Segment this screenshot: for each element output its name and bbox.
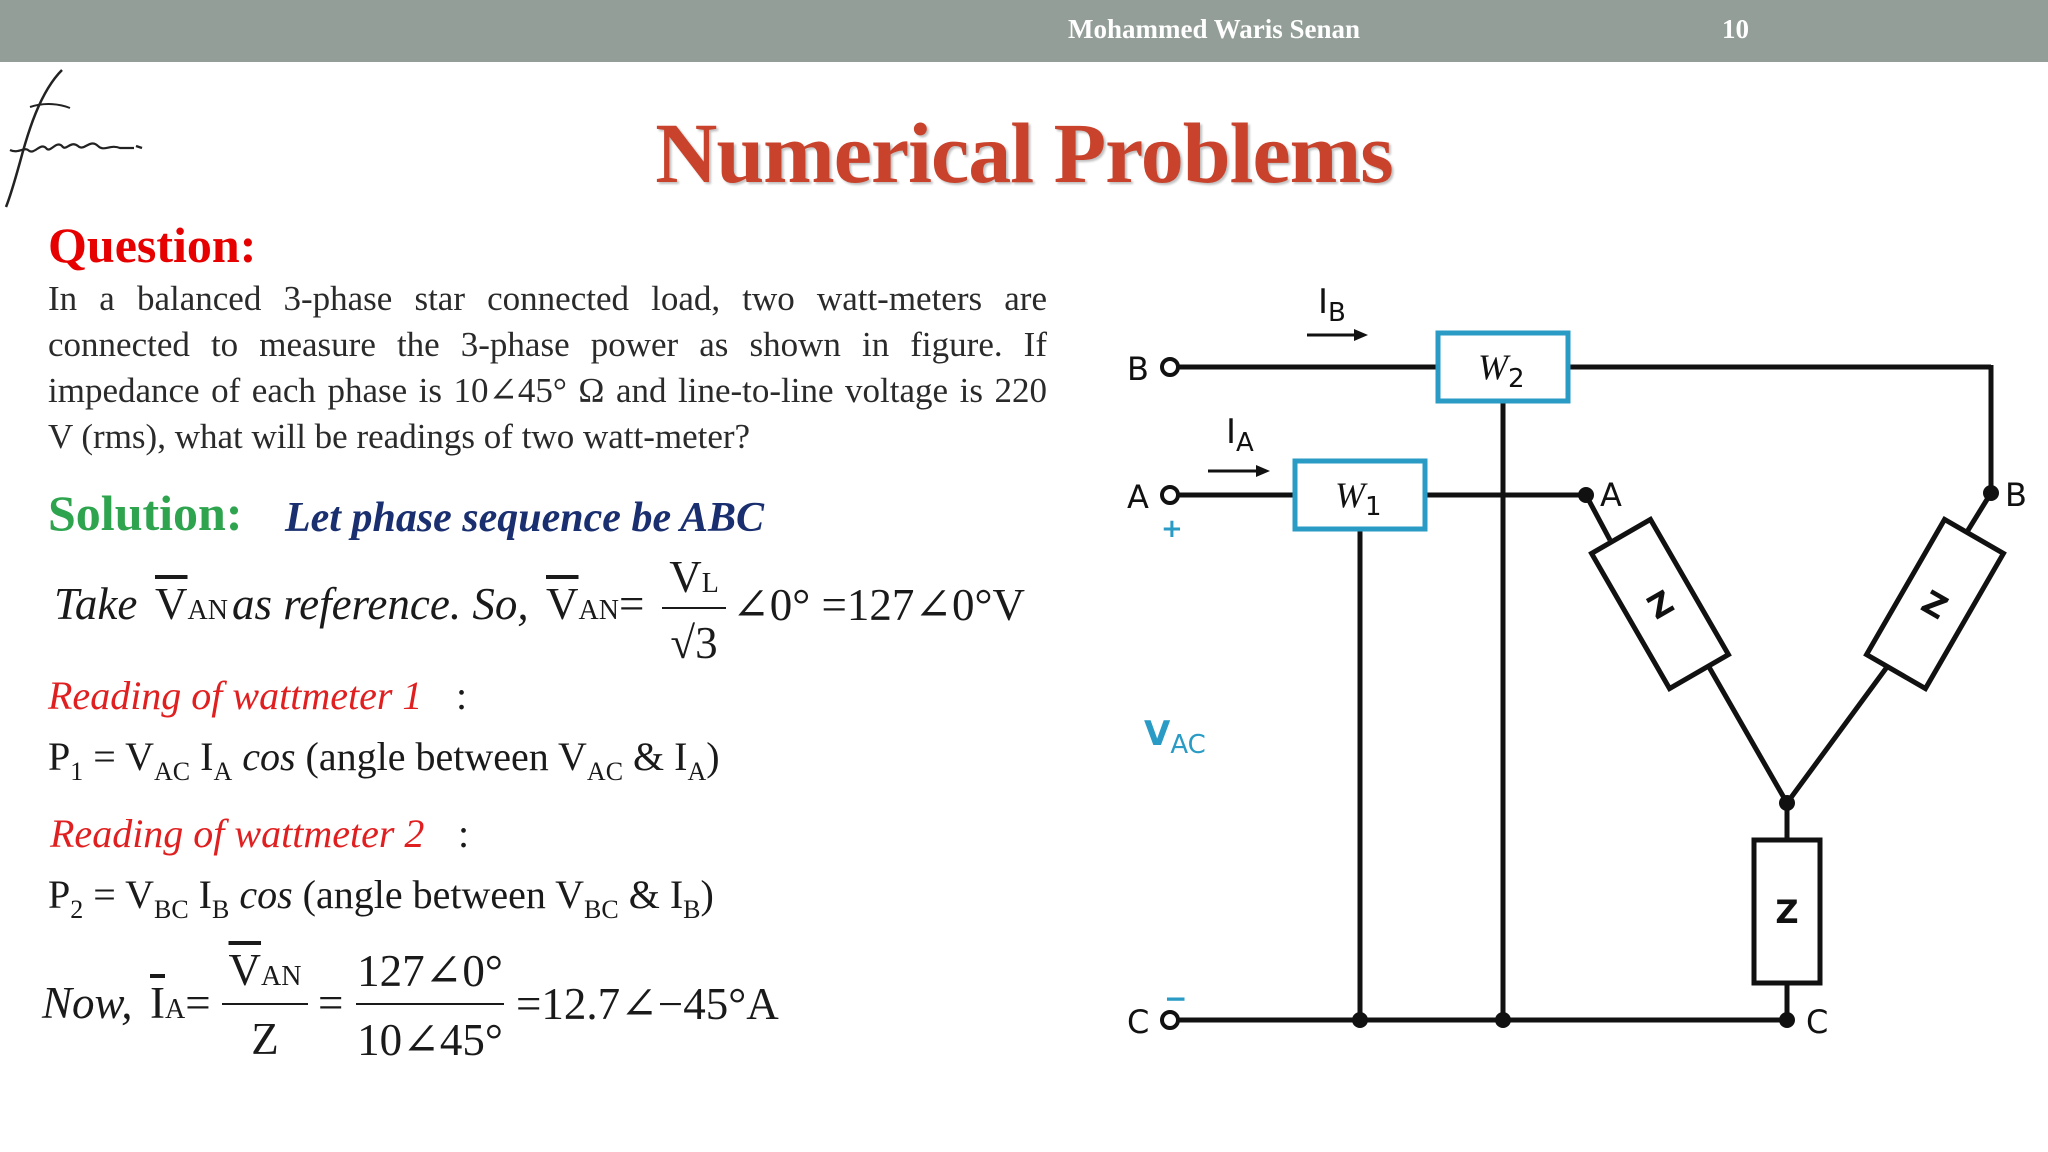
and-ib: & I [618,872,684,917]
page-number: 10 [1722,14,1749,44]
ia-symbol: I [1226,412,1237,452]
current-ib-label [1318,282,1346,328]
p2-symbol: P [48,872,71,917]
van-symbol: $\overline{V}$ [155,579,188,629]
header-bar [0,0,2048,62]
node-b-dot [1983,485,1999,501]
node-b-label: B [2005,476,2027,514]
junction-dot [1495,1012,1511,1028]
equation-van-1 [155,578,228,630]
ia-phasor: $\overline{I}$ [150,978,165,1028]
fraction-bar [222,1003,308,1005]
and-ia: & I [623,734,688,779]
terminal-a-label: A [1127,478,1149,516]
node-a-label: A [1600,476,1622,514]
w2-symbol: W [1478,347,1508,387]
impedance-label: Z [1640,582,1681,628]
fraction-127-numerator: 127∠0° [357,946,503,996]
vbc-subscript: BC [153,895,189,924]
vl-subscript: L [701,568,719,599]
ia-subscript: A [165,994,186,1025]
wattmeter1-heading: Reading of wattmeter 1 [48,673,423,718]
impedance-c [1754,840,1820,983]
phase-sequence-note: Let phase sequence be ABC [285,495,765,541]
equation-current-result: =12.7∠−45°A [516,979,779,1029]
wattmeter-w2 [1438,333,1568,401]
impedance-label: Z [1775,893,1799,931]
junction-dot [1352,1012,1368,1028]
vbc-symbol: = V [83,872,154,917]
equation-take [54,578,137,630]
equation-ia [150,977,211,1029]
vbc-subscript-2: BC [584,895,619,924]
equation-now: Now, [42,978,133,1028]
angle-between-text: (angle between V [295,734,587,779]
ib-symbol: I [1318,282,1329,322]
p1-symbol: P [48,734,71,779]
author-name: Mohammed Waris Senan [1068,14,1361,44]
w1-subscript: 1 [1365,492,1382,522]
ia-subscript-2: A [687,757,707,786]
ia-subscript: A [1236,428,1254,458]
van-symbol: $\overline{V}$ [546,579,579,629]
impedance-b [1867,519,2004,688]
node-c-label: C [1806,1003,1829,1041]
as-reference-text: as reference. So, [232,579,529,629]
equation-reference-result: ∠0° =127∠0°V [732,580,1026,630]
vac-subscript: AC [1170,730,1206,760]
question-label: Question: [48,217,257,273]
ib-subscript: B [212,895,230,924]
arm-a-bottom [1709,667,1787,803]
w2-subscript: 2 [1508,364,1525,394]
vl-symbol: V [669,552,702,602]
cos-word: cos [232,734,296,779]
fraction-bar [662,607,726,609]
fraction-vl-numerator [662,551,726,603]
p1-subscript: 1 [70,757,84,786]
ia-symbol: I [190,734,214,779]
van-subscript: AN [187,595,228,626]
minus-sign: − [1164,982,1188,1015]
arrow-ib [1307,329,1368,341]
wattmeter2-equation [48,871,714,925]
terminal-a-circle [1162,487,1178,503]
vac-label [1144,714,1206,760]
ib-subscript: B [1328,298,1346,328]
vac-symbol: V [1144,714,1171,754]
ia-subscript: A [213,757,233,786]
ib-subscript-2: B [683,895,701,924]
fraction-root3-denominator: √3 [670,618,718,668]
angle-between-text: (angle between V [292,872,585,917]
w1-symbol: W [1335,475,1365,515]
equation-as-reference [232,578,529,630]
wattmeter1-colon: : [456,673,468,718]
close-paren: ) [700,872,714,917]
p2-subscript: 2 [70,895,84,924]
equals-sign-2: = [318,978,344,1028]
terminal-c-label: C [1127,1003,1150,1041]
equation-van-2 [546,578,644,630]
wattmeter2-heading: Reading of wattmeter 2 [50,811,425,856]
impedance-a [1592,519,1729,688]
vac-symbol: = V [83,734,154,779]
equals-sign: = [618,579,645,629]
arrow-ia [1208,465,1270,477]
page-title: Numerical Problems [655,105,1393,201]
arm-b-bottom [1787,667,1887,803]
terminal-b-label: B [1127,350,1149,388]
close-paren: ) [706,734,720,779]
fraction-bar [356,1003,504,1005]
take-word: Take [54,579,138,629]
fraction-10-denominator: 10∠45° [357,1015,503,1065]
solution-label: Solution: [48,485,243,541]
equals-sign: = [185,978,211,1028]
circuit-diagram [1100,255,2040,1085]
wattmeter-w1 [1295,461,1425,529]
plus-sign: + [1161,514,1183,544]
van-subscript: AN [261,961,302,992]
ib-symbol: I [188,872,212,917]
fraction-van-numerator [222,944,308,996]
cos-word: cos [229,872,293,917]
fraction-z-denominator: Z [251,1014,279,1064]
question-text: In a balanced 3-phase star connected load, two watt-meters are connected to measure the 3-phase power as shown in figure. If impedance of each phase is 10∠45° Ω and line-to-line voltage is 220 V (rms), what will be readings of two watt-meter? [48,279,1047,456]
van-subscript: AN [578,595,619,626]
terminal-b-circle [1162,359,1178,375]
current-ia-label [1226,412,1254,458]
wattmeter2-colon: : [458,811,470,856]
van-symbol: $\overline{V}$ [228,945,262,995]
vac-subscript: AC [153,757,191,786]
vac-subscript-2: AC [586,757,624,786]
impedance-label: Z [1914,582,1955,628]
wattmeter1-equation [48,733,720,787]
